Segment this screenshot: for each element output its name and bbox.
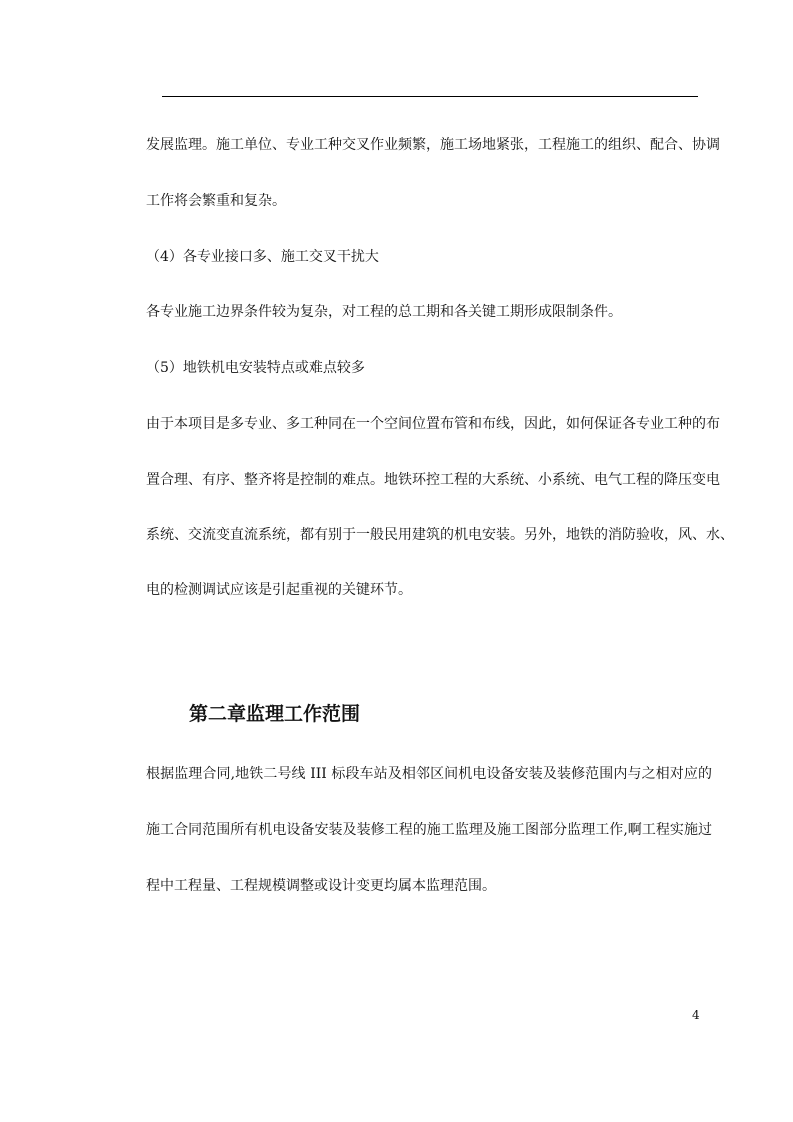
paragraph-line: 施工合同范围所有机电设备安装及装修工程的施工监理及施工图部分监理工作,啊工程实施过 [146, 822, 712, 838]
paragraph-line: 系统、交流变直流系统，都有别于一般民用建筑的机电安装。另外，地铁的消防验收，风、水、 [146, 527, 734, 543]
paragraph-line: 置合理、有序、整齐将是控制的难点。地铁环控工程的大系统、小系统、电气工程的降压变电 [146, 472, 720, 488]
page-number: 4 [692, 1008, 700, 1022]
paragraph-line: 根据监理合同,地铁二号线 III 标段车站及相邻区间机电设备安装及装修范围内与之相对应的 [146, 766, 712, 782]
paragraph-line: 电的检测调试应该是引起重视的关键环节。 [146, 582, 412, 598]
paragraph-line: 程中工程量、工程规模调整或设计变更均属本监理范围。 [146, 878, 496, 894]
paragraph-line: 各专业施工边界条件较为复杂，对工程的总工期和各关键工期形成限制条件。 [146, 304, 622, 320]
paragraph-line: 工作将会繁重和复杂。 [146, 193, 286, 209]
paragraph-line: 发展监理。施工单位、专业工种交叉作业频繁，施工场地紧张，工程施工的组织、配合、协调 [146, 137, 720, 153]
subheading-5: （5）地铁机电安装特点或难点较多 [146, 360, 365, 376]
paragraph-line: 由于本项目是多专业、多工种同在一个空间位置布管和布线，因此，如何保证各专业工种的布 [146, 416, 720, 432]
chapter-title: 第二章监理工作范围 [189, 703, 361, 725]
subheading-4: （4）各专业接口多、施工交叉干扰大 [146, 249, 379, 265]
header-rule [162, 96, 698, 97]
